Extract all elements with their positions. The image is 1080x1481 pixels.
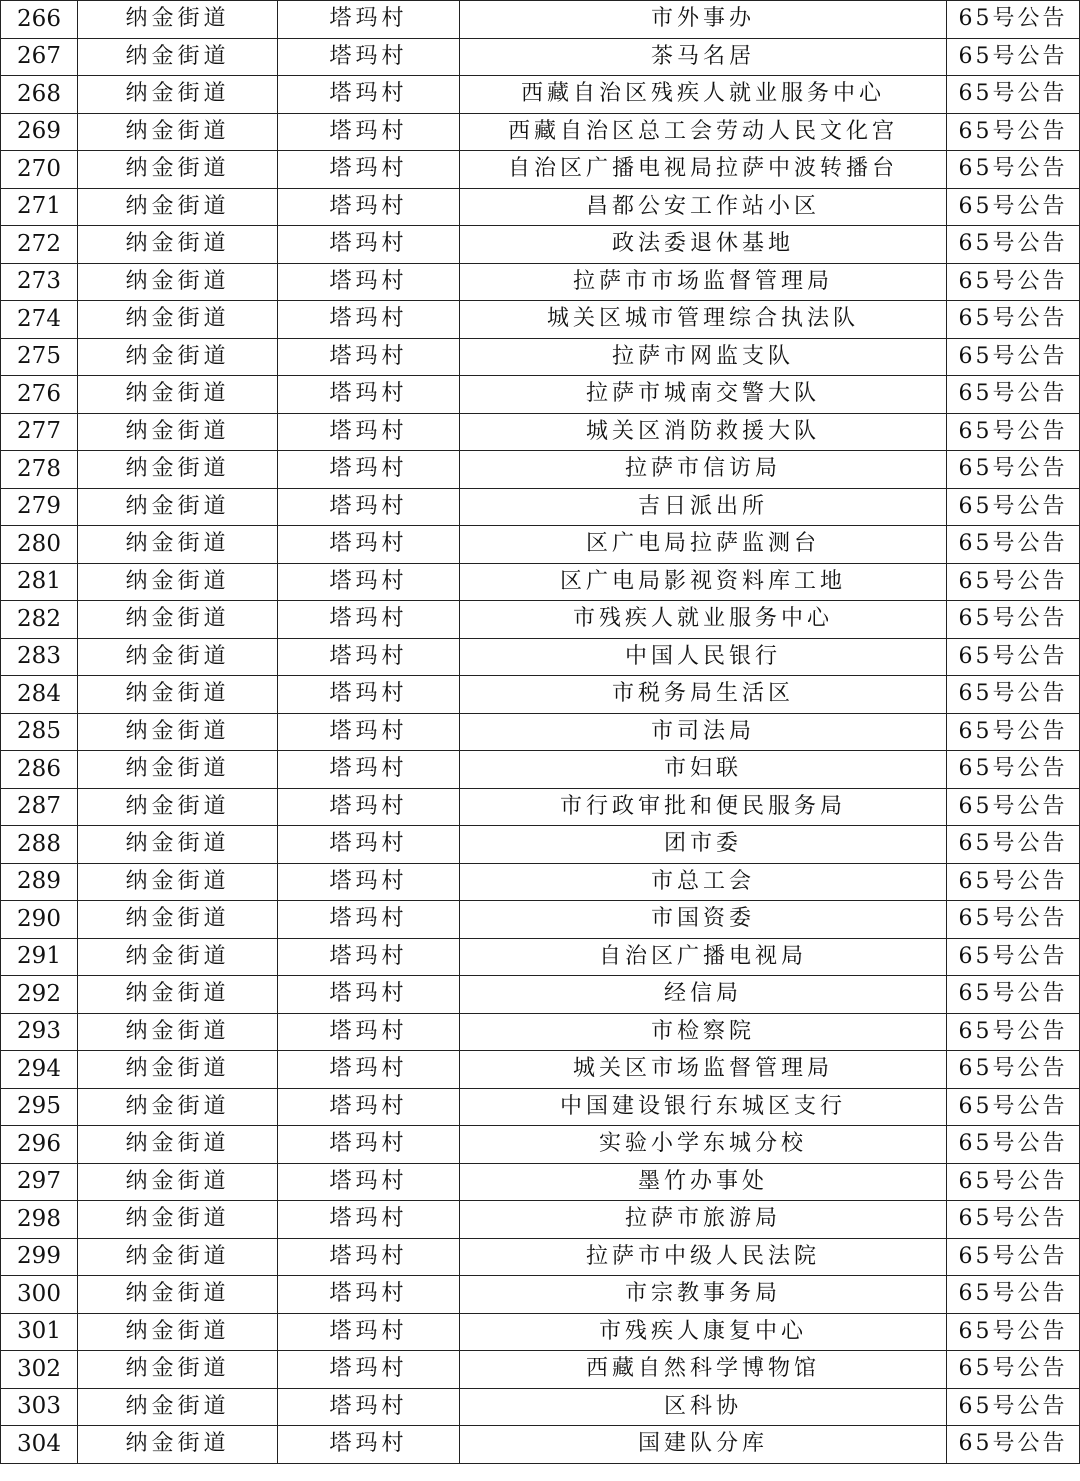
row-number-cell: 276 [1,376,78,414]
row-number-cell: 267 [1,38,78,76]
street-cell: 纳金街道 [78,38,278,76]
unit-name-cell: 区科协 [460,1388,947,1426]
notice-cell: 65号公告 [947,226,1080,264]
unit-name-cell: 市残疾人就业服务中心 [460,601,947,639]
unit-name-cell: 团市委 [460,826,947,864]
notice-cell: 65号公告 [947,1,1080,39]
village-cell: 塔玛村 [278,113,460,151]
street-cell: 纳金街道 [78,1313,278,1351]
street-cell: 纳金街道 [78,188,278,226]
unit-name-cell: 市总工会 [460,863,947,901]
village-cell: 塔玛村 [278,1351,460,1389]
table-row [1,76,1080,114]
village-cell: 塔玛村 [278,938,460,976]
street-cell: 纳金街道 [78,338,278,376]
unit-name-cell: 市残疾人康复中心 [460,1313,947,1351]
unit-name-cell: 经信局 [460,976,947,1014]
street-cell: 纳金街道 [78,1238,278,1276]
row-number-cell: 283 [1,638,78,676]
village-cell: 塔玛村 [278,413,460,451]
row-number-cell: 286 [1,751,78,789]
row-number-cell: 279 [1,488,78,526]
row-number-cell: 299 [1,1238,78,1276]
village-cell: 塔玛村 [278,376,460,414]
street-cell: 纳金街道 [78,713,278,751]
village-cell: 塔玛村 [278,1088,460,1126]
notice-cell: 65号公告 [947,1088,1080,1126]
village-cell: 塔玛村 [278,1238,460,1276]
unit-name-cell: 茶马名居 [460,38,947,76]
row-number-cell: 285 [1,713,78,751]
row-number-cell: 288 [1,826,78,864]
village-cell: 塔玛村 [278,1276,460,1314]
notice-cell: 65号公告 [947,788,1080,826]
unit-name-cell: 拉萨市网监支队 [460,338,947,376]
unit-name-cell: 自治区广播电视局 [460,938,947,976]
table-row [1,713,1080,751]
street-cell: 纳金街道 [78,488,278,526]
notice-cell: 65号公告 [947,751,1080,789]
row-number-cell: 297 [1,1163,78,1201]
notice-cell: 65号公告 [947,1351,1080,1389]
table-row [1,1163,1080,1201]
row-number-cell: 291 [1,938,78,976]
unit-name-cell: 拉萨市市场监督管理局 [460,263,947,301]
notice-cell: 65号公告 [947,1388,1080,1426]
street-cell: 纳金街道 [78,1,278,39]
row-number-cell: 284 [1,676,78,714]
notice-cell: 65号公告 [947,1126,1080,1164]
village-cell: 塔玛村 [278,76,460,114]
notice-cell: 65号公告 [947,263,1080,301]
table-row [1,413,1080,451]
village-cell: 塔玛村 [278,563,460,601]
street-cell: 纳金街道 [78,1388,278,1426]
street-cell: 纳金街道 [78,76,278,114]
row-number-cell: 290 [1,901,78,939]
table-row [1,1313,1080,1351]
village-cell: 塔玛村 [278,601,460,639]
unit-name-cell: 市宗教事务局 [460,1276,947,1314]
notice-cell: 65号公告 [947,526,1080,564]
unit-name-cell: 城关区市场监督管理局 [460,1051,947,1089]
table-row [1,1388,1080,1426]
village-cell: 塔玛村 [278,488,460,526]
table-row [1,638,1080,676]
row-number-cell: 292 [1,976,78,1014]
table-row [1,676,1080,714]
table-row [1,226,1080,264]
notice-cell: 65号公告 [947,38,1080,76]
village-cell: 塔玛村 [278,151,460,189]
street-cell: 纳金街道 [78,226,278,264]
row-number-cell: 295 [1,1088,78,1126]
notice-cell: 65号公告 [947,1313,1080,1351]
unit-name-cell: 区广电局影视资料库工地 [460,563,947,601]
village-cell: 塔玛村 [278,1388,460,1426]
street-cell: 纳金街道 [78,1126,278,1164]
street-cell: 纳金街道 [78,113,278,151]
village-cell: 塔玛村 [278,188,460,226]
table-row [1,113,1080,151]
unit-name-cell: 政法委退休基地 [460,226,947,264]
row-number-cell: 280 [1,526,78,564]
unit-name-cell: 市检察院 [460,1013,947,1051]
street-cell: 纳金街道 [78,301,278,339]
table-row [1,863,1080,901]
unit-name-cell: 实验小学东城分校 [460,1126,947,1164]
unit-name-cell: 西藏自治区总工会劳动人民文化宫 [460,113,947,151]
table-row [1,901,1080,939]
notice-cell: 65号公告 [947,338,1080,376]
table-row [1,601,1080,639]
row-number-cell: 294 [1,1051,78,1089]
row-number-cell: 289 [1,863,78,901]
street-cell: 纳金街道 [78,1276,278,1314]
village-cell: 塔玛村 [278,226,460,264]
village-cell: 塔玛村 [278,1201,460,1239]
table-row [1,1013,1080,1051]
notice-cell: 65号公告 [947,1426,1080,1464]
unit-name-cell: 市国资委 [460,901,947,939]
row-number-cell: 272 [1,226,78,264]
table-row [1,1238,1080,1276]
unit-name-cell: 市税务局生活区 [460,676,947,714]
notice-cell: 65号公告 [947,301,1080,339]
unit-name-cell: 拉萨市信访局 [460,451,947,489]
table-row [1,1426,1080,1464]
street-cell: 纳金街道 [78,751,278,789]
table-row [1,563,1080,601]
street-cell: 纳金街道 [78,638,278,676]
table-row [1,1276,1080,1314]
notice-cell: 65号公告 [947,938,1080,976]
notice-cell: 65号公告 [947,601,1080,639]
table-row [1,151,1080,189]
street-cell: 纳金街道 [78,826,278,864]
notice-cell: 65号公告 [947,113,1080,151]
row-number-cell: 275 [1,338,78,376]
table-row [1,526,1080,564]
street-cell: 纳金街道 [78,1051,278,1089]
street-cell: 纳金街道 [78,1351,278,1389]
table-row [1,263,1080,301]
unit-name-cell: 国建队分库 [460,1426,947,1464]
street-cell: 纳金街道 [78,413,278,451]
table-row [1,1126,1080,1164]
row-number-cell: 274 [1,301,78,339]
village-cell: 塔玛村 [278,338,460,376]
street-cell: 纳金街道 [78,601,278,639]
row-number-cell: 304 [1,1426,78,1464]
unit-name-cell: 西藏自治区残疾人就业服务中心 [460,76,947,114]
street-cell: 纳金街道 [78,263,278,301]
village-cell: 塔玛村 [278,1013,460,1051]
street-cell: 纳金街道 [78,901,278,939]
village-cell: 塔玛村 [278,826,460,864]
row-number-cell: 287 [1,788,78,826]
row-number-cell: 300 [1,1276,78,1314]
notice-cell: 65号公告 [947,1013,1080,1051]
notice-cell: 65号公告 [947,638,1080,676]
row-number-cell: 273 [1,263,78,301]
unit-name-cell: 中国人民银行 [460,638,947,676]
village-cell: 塔玛村 [278,863,460,901]
unit-name-cell: 市行政审批和便民服务局 [460,788,947,826]
unit-name-cell: 区广电局拉萨监测台 [460,526,947,564]
street-cell: 纳金街道 [78,563,278,601]
row-number-cell: 271 [1,188,78,226]
notice-cell: 65号公告 [947,713,1080,751]
notice-cell: 65号公告 [947,413,1080,451]
village-cell: 塔玛村 [278,713,460,751]
unit-name-cell: 自治区广播电视局拉萨中波转播台 [460,151,947,189]
street-cell: 纳金街道 [78,938,278,976]
table-row [1,788,1080,826]
unit-name-cell: 墨竹办事处 [460,1163,947,1201]
notice-cell: 65号公告 [947,1238,1080,1276]
village-cell: 塔玛村 [278,263,460,301]
table-row [1,338,1080,376]
table-row [1,1201,1080,1239]
row-number-cell: 282 [1,601,78,639]
village-cell: 塔玛村 [278,976,460,1014]
table-row [1,1051,1080,1089]
row-number-cell: 277 [1,413,78,451]
unit-name-cell: 拉萨市城南交警大队 [460,376,947,414]
row-number-cell: 301 [1,1313,78,1351]
street-cell: 纳金街道 [78,451,278,489]
row-number-cell: 270 [1,151,78,189]
notice-cell: 65号公告 [947,151,1080,189]
street-cell: 纳金街道 [78,676,278,714]
notice-cell: 65号公告 [947,976,1080,1014]
table-row [1,376,1080,414]
street-cell: 纳金街道 [78,1013,278,1051]
row-number-cell: 296 [1,1126,78,1164]
table-row [1,976,1080,1014]
row-number-cell: 266 [1,1,78,39]
street-cell: 纳金街道 [78,863,278,901]
unit-name-cell: 吉日派出所 [460,488,947,526]
notice-cell: 65号公告 [947,188,1080,226]
village-cell: 塔玛村 [278,1126,460,1164]
village-cell: 塔玛村 [278,1,460,39]
street-cell: 纳金街道 [78,976,278,1014]
table-body [1,1,1080,1464]
table-row [1,38,1080,76]
unit-name-cell: 拉萨市中级人民法院 [460,1238,947,1276]
row-number-cell: 298 [1,1201,78,1239]
table-row [1,1088,1080,1126]
unit-name-cell: 城关区消防救援大队 [460,413,947,451]
street-cell: 纳金街道 [78,1201,278,1239]
table-row [1,451,1080,489]
notice-cell: 65号公告 [947,863,1080,901]
row-number-cell: 278 [1,451,78,489]
table-row [1,301,1080,339]
notice-cell: 65号公告 [947,451,1080,489]
street-cell: 纳金街道 [78,526,278,564]
row-number-cell: 268 [1,76,78,114]
notice-cell: 65号公告 [947,76,1080,114]
unit-name-cell: 城关区城市管理综合执法队 [460,301,947,339]
street-cell: 纳金街道 [78,788,278,826]
unit-name-cell: 市司法局 [460,713,947,751]
notice-cell: 65号公告 [947,826,1080,864]
village-cell: 塔玛村 [278,751,460,789]
notice-cell: 65号公告 [947,1163,1080,1201]
village-cell: 塔玛村 [278,901,460,939]
table-row [1,188,1080,226]
village-cell: 塔玛村 [278,638,460,676]
village-cell: 塔玛村 [278,451,460,489]
unit-name-cell: 市妇联 [460,751,947,789]
unit-name-cell: 中国建设银行东城区支行 [460,1088,947,1126]
notice-cell: 65号公告 [947,563,1080,601]
village-cell: 塔玛村 [278,526,460,564]
village-cell: 塔玛村 [278,1426,460,1464]
notice-cell: 65号公告 [947,1276,1080,1314]
street-cell: 纳金街道 [78,151,278,189]
village-cell: 塔玛村 [278,1163,460,1201]
village-cell: 塔玛村 [278,38,460,76]
row-number-cell: 302 [1,1351,78,1389]
village-cell: 塔玛村 [278,788,460,826]
street-cell: 纳金街道 [78,1163,278,1201]
notice-cell: 65号公告 [947,376,1080,414]
table-row [1,1,1080,39]
unit-name-cell: 昌都公安工作站小区 [460,188,947,226]
village-cell: 塔玛村 [278,676,460,714]
unit-name-cell: 西藏自然科学博物馆 [460,1351,947,1389]
notice-cell: 65号公告 [947,488,1080,526]
table-row [1,488,1080,526]
row-number-cell: 293 [1,1013,78,1051]
table-row [1,1351,1080,1389]
row-number-cell: 281 [1,563,78,601]
unit-name-cell: 拉萨市旅游局 [460,1201,947,1239]
street-cell: 纳金街道 [78,1426,278,1464]
village-cell: 塔玛村 [278,301,460,339]
unit-name-cell: 市外事办 [460,1,947,39]
notice-cell: 65号公告 [947,676,1080,714]
table-row [1,826,1080,864]
row-number-cell: 303 [1,1388,78,1426]
village-cell: 塔玛村 [278,1313,460,1351]
notice-cell: 65号公告 [947,901,1080,939]
notice-cell: 65号公告 [947,1201,1080,1239]
notice-cell: 65号公告 [947,1051,1080,1089]
village-cell: 塔玛村 [278,1051,460,1089]
table-row [1,751,1080,789]
street-cell: 纳金街道 [78,1088,278,1126]
row-number-cell: 269 [1,113,78,151]
street-cell: 纳金街道 [78,376,278,414]
table-row [1,938,1080,976]
